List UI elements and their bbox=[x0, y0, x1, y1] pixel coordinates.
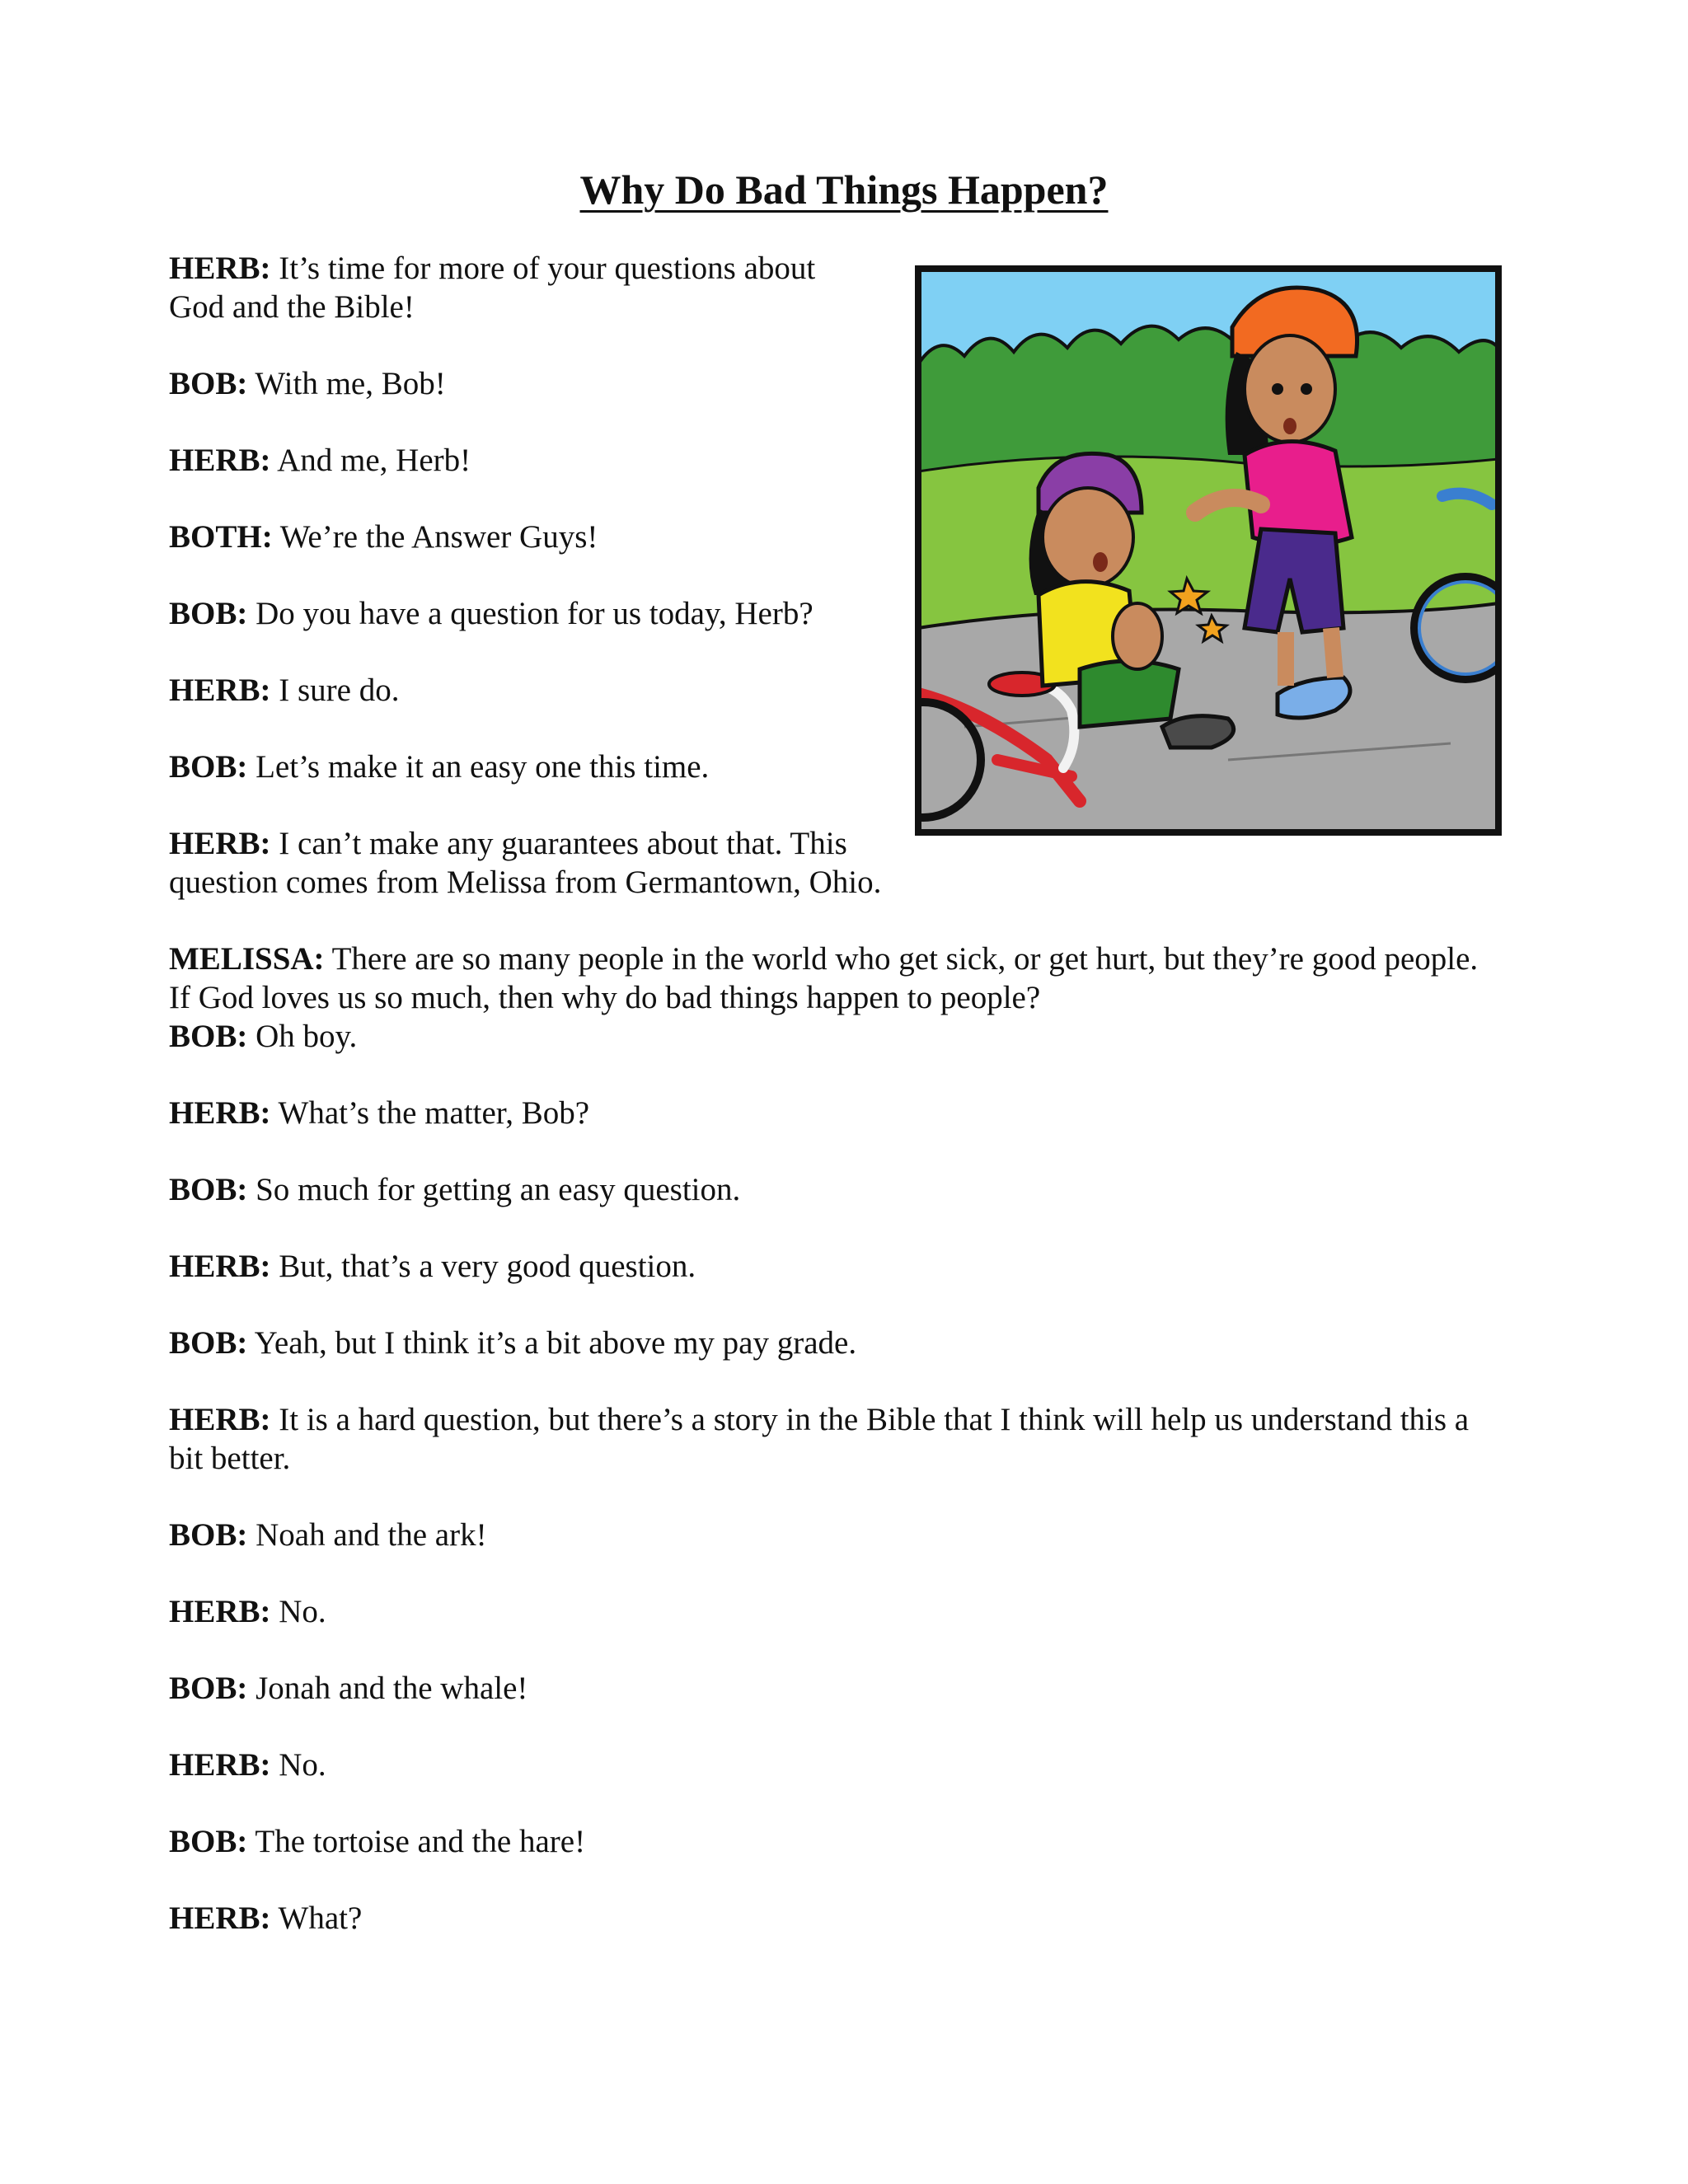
line-text: I can’t make any guarantees about that. This bbox=[270, 826, 847, 861]
line-text: There are so many people in the world who get sick, or get hurt, but they’re good people. bbox=[324, 941, 1479, 977]
page-title: Why Do Bad Things Happen? bbox=[579, 166, 1109, 213]
line-text: What’s the matter, Bob? bbox=[270, 1095, 590, 1131]
dialogue-line bbox=[169, 940, 1478, 978]
line-text: question comes from Melissa from Germantown, Ohio. bbox=[169, 865, 882, 900]
line-text: What? bbox=[270, 1900, 363, 1936]
dialogue-line bbox=[169, 1017, 357, 1056]
speaker-name: BOB: bbox=[169, 1517, 248, 1553]
dialogue-line bbox=[169, 1899, 362, 1938]
speaker-name: HERB: bbox=[169, 1747, 271, 1783]
dialogue-line bbox=[169, 364, 446, 403]
dialogue-line bbox=[169, 824, 847, 863]
speaker-name: BOTH: bbox=[169, 519, 273, 555]
line-text: Yeah, but I think it’s a bit above my pay grade. bbox=[247, 1325, 857, 1361]
dialogue-line bbox=[169, 1170, 740, 1209]
dialogue-line bbox=[169, 1746, 326, 1784]
dialogue-line bbox=[169, 1400, 1469, 1439]
dialogue-line-continued bbox=[169, 863, 881, 902]
speaker-name: BOB: bbox=[169, 749, 248, 785]
line-text: God and the Bible! bbox=[169, 289, 415, 325]
speaker-name: HERB: bbox=[169, 826, 271, 861]
line-text: It is a hard question, but there’s a story in the Bible that I think will help us understand this a bbox=[270, 1402, 1470, 1437]
dialogue-line bbox=[169, 518, 598, 556]
speaker-name: HERB: bbox=[169, 443, 271, 478]
illustration-children-bike-accident bbox=[915, 265, 1502, 836]
speaker-name: MELISSA: bbox=[169, 941, 325, 977]
line-text: No. bbox=[270, 1747, 326, 1783]
dialogue-line bbox=[169, 671, 399, 710]
speaker-name: HERB: bbox=[169, 673, 271, 708]
speaker-name: HERB: bbox=[169, 1402, 271, 1437]
dialogue-line bbox=[169, 594, 814, 633]
line-text: Noah and the ark! bbox=[247, 1517, 487, 1553]
speaker-name: BOB: bbox=[169, 1019, 248, 1054]
line-text: If God loves us so much, then why do bad things happen to people? bbox=[169, 980, 1041, 1015]
dialogue-line bbox=[169, 1324, 856, 1362]
dialogue-line-continued bbox=[169, 1439, 290, 1478]
dialogue-line bbox=[169, 1822, 585, 1861]
speaker-name: HERB: bbox=[169, 251, 271, 286]
line-text: It’s time for more of your questions about bbox=[270, 251, 816, 286]
speaker-name: BOB: bbox=[169, 366, 248, 401]
line-text: And me, Herb! bbox=[270, 443, 471, 478]
line-text: So much for getting an easy question. bbox=[247, 1172, 741, 1207]
speaker-name: HERB: bbox=[169, 1900, 271, 1936]
line-text: The tortoise and the hare! bbox=[247, 1824, 586, 1859]
line-text: Oh boy. bbox=[247, 1019, 358, 1054]
speaker-name: HERB: bbox=[169, 1095, 271, 1131]
line-text: Do you have a question for us today, Herb? bbox=[247, 596, 814, 631]
speaker-name: BOB: bbox=[169, 596, 248, 631]
dialogue-line-continued bbox=[169, 288, 415, 326]
line-text: bit better. bbox=[169, 1441, 291, 1476]
line-text: Jonah and the whale! bbox=[247, 1671, 528, 1706]
line-text: But, that’s a very good question. bbox=[270, 1249, 696, 1284]
speaker-name: BOB: bbox=[169, 1671, 248, 1706]
speaker-name: BOB: bbox=[169, 1824, 248, 1859]
speaker-name: BOB: bbox=[169, 1172, 248, 1207]
speaker-name: HERB: bbox=[169, 1594, 271, 1629]
line-text: Let’s make it an easy one this time. bbox=[247, 749, 710, 785]
dialogue-line bbox=[169, 748, 709, 786]
speaker-name: BOB: bbox=[169, 1325, 248, 1361]
speaker-name: HERB: bbox=[169, 1249, 271, 1284]
dialogue-line bbox=[169, 1592, 326, 1631]
dialogue-line bbox=[169, 1094, 589, 1132]
dialogue-line bbox=[169, 1669, 528, 1708]
dialogue-line-continued bbox=[169, 978, 1040, 1017]
dialogue-line bbox=[169, 249, 815, 288]
line-text: With me, Bob! bbox=[247, 366, 446, 401]
line-text: We’re the Answer Guys! bbox=[272, 519, 598, 555]
dialogue-line bbox=[169, 1247, 696, 1286]
line-text: No. bbox=[270, 1594, 326, 1629]
dialogue-line bbox=[169, 441, 471, 480]
line-text: I sure do. bbox=[270, 673, 400, 708]
illustration-icon bbox=[915, 265, 1502, 836]
dialogue-line bbox=[169, 1516, 487, 1554]
